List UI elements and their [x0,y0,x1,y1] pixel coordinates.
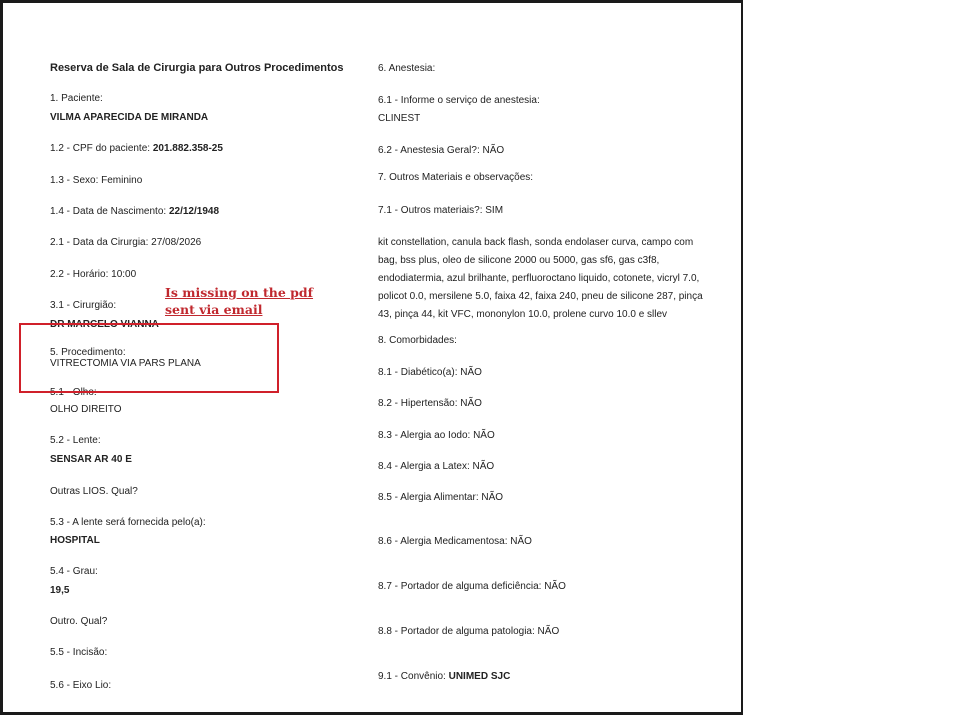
grau-label: 5.4 - Grau: [50,566,98,577]
patologia-line: 8.8 - Portador de alguma patologia: NÃO [378,626,560,637]
paciente-label: 1. Paciente: [50,93,103,104]
alergia-latex-line: 8.4 - Alergia a Latex: NÃO [378,461,495,472]
cirurgiao-label: 3.1 - Cirurgião: [50,300,117,311]
outros-materiais-line: 7.1 - Outros materiais?: SIM [378,205,504,216]
page-top-border [0,0,743,3]
anestesia-header: 6. Anestesia: [378,63,436,74]
horario-line: 2.2 - Horário: 10:00 [50,269,137,280]
materiais-paragraph: kit constellation, canula back flash, sonda endolaser curva, campo com bag, bss plus, oleo de silicone 2000 ou 5000, gas sf6, gas c3f8, endodiatermia, azul brilhante, perfluoroctano liquido, cotonete, vicryl 7.0, policot 0.0, mersilene 5.0, faixa 42, faixa 240, pneu de silicone 287, pinça 43, pinça 44, kit VFC, mononylon 10.0, prolene curvo 10.0 e sllev [378,237,703,320]
cirurgiao-value: DR MARCELO VIANNA [50,319,159,330]
cpf-line [50,142,223,155]
nascimento-value: 22/12/1948 [168,206,220,217]
fornecida-value: HOSPITAL [50,535,100,546]
document-title: Reserva de Sala de Cirurgia para Outros Procedimentos [50,62,344,74]
cpf-value: 201.882.358-25 [152,143,223,154]
deficiencia-line: 8.7 - Portador de alguma deficiência: NÃO [378,581,566,592]
alergia-iodo-line: 8.3 - Alergia ao Iodo: NÃO [378,430,495,441]
page-right-border [741,0,743,715]
paciente-value: VILMA APARECIDA DE MIRANDA [50,112,209,123]
comorbidades-header: 8. Comorbidades: [378,335,457,346]
servico-anestesia-value: CLINEST [378,113,421,124]
hipertensao-line: 8.2 - Hipertensão: NÃO [378,398,482,409]
convenio-label: 9.1 - Convênio: [378,671,449,682]
data-cirurgia-line: 2.1 - Data da Cirurgia: 27/08/2026 [50,237,202,248]
nascimento-label: 1.4 - Data de Nascimento: [50,206,169,217]
procedimento-label: 5. Procedimento: [50,347,126,358]
convenio-line [378,670,510,683]
anestesia-geral-line: 6.2 - Anestesia Geral?: NÃO [378,145,505,156]
grau-value: 19,5 [50,585,70,596]
lente-label: 5.2 - Lente: [50,435,101,446]
diabetico-line: 8.1 - Diabético(a): NÃO [378,367,482,378]
lente-value: SENSAR AR 40 E [50,454,132,465]
servico-anestesia-label: 6.1 - Informe o serviço de anestesia: [378,95,540,106]
fornecida-label: 5.3 - A lente será fornecida pelo(a): [50,517,206,528]
alergia-alimentar-line: 8.5 - Alergia Alimentar: NÃO [378,492,504,503]
missing-note-line2: sent via email [165,302,263,317]
incisao-line: 5.5 - Incisão: [50,647,108,658]
olho-value: OLHO DIREITO [50,404,122,415]
cpf-label: 1.2 - CPF do paciente: [50,143,153,154]
outras-lios-line: Outras LIOS. Qual? [50,486,138,497]
outros-materiais-header: 7. Outros Materiais e observações: [378,172,534,183]
missing-note-annotation [165,284,313,318]
highlight-box [19,323,279,393]
sexo-line: 1.3 - Sexo: Feminino [50,175,143,186]
procedimento-value: VITRECTOMIA VIA PARS PLANA [50,358,201,369]
outro-qual-line: Outro. Qual? [50,616,108,627]
missing-note-line1: Is missing on the pdf [165,285,314,300]
alergia-medicamentosa-line: 8.6 - Alergia Medicamentosa: NÃO [378,536,532,547]
convenio-value: UNIMED SJC [448,671,511,682]
nascimento-line [50,205,219,218]
eixo-lio-line: 5.6 - Eixo Lio: [50,680,112,691]
